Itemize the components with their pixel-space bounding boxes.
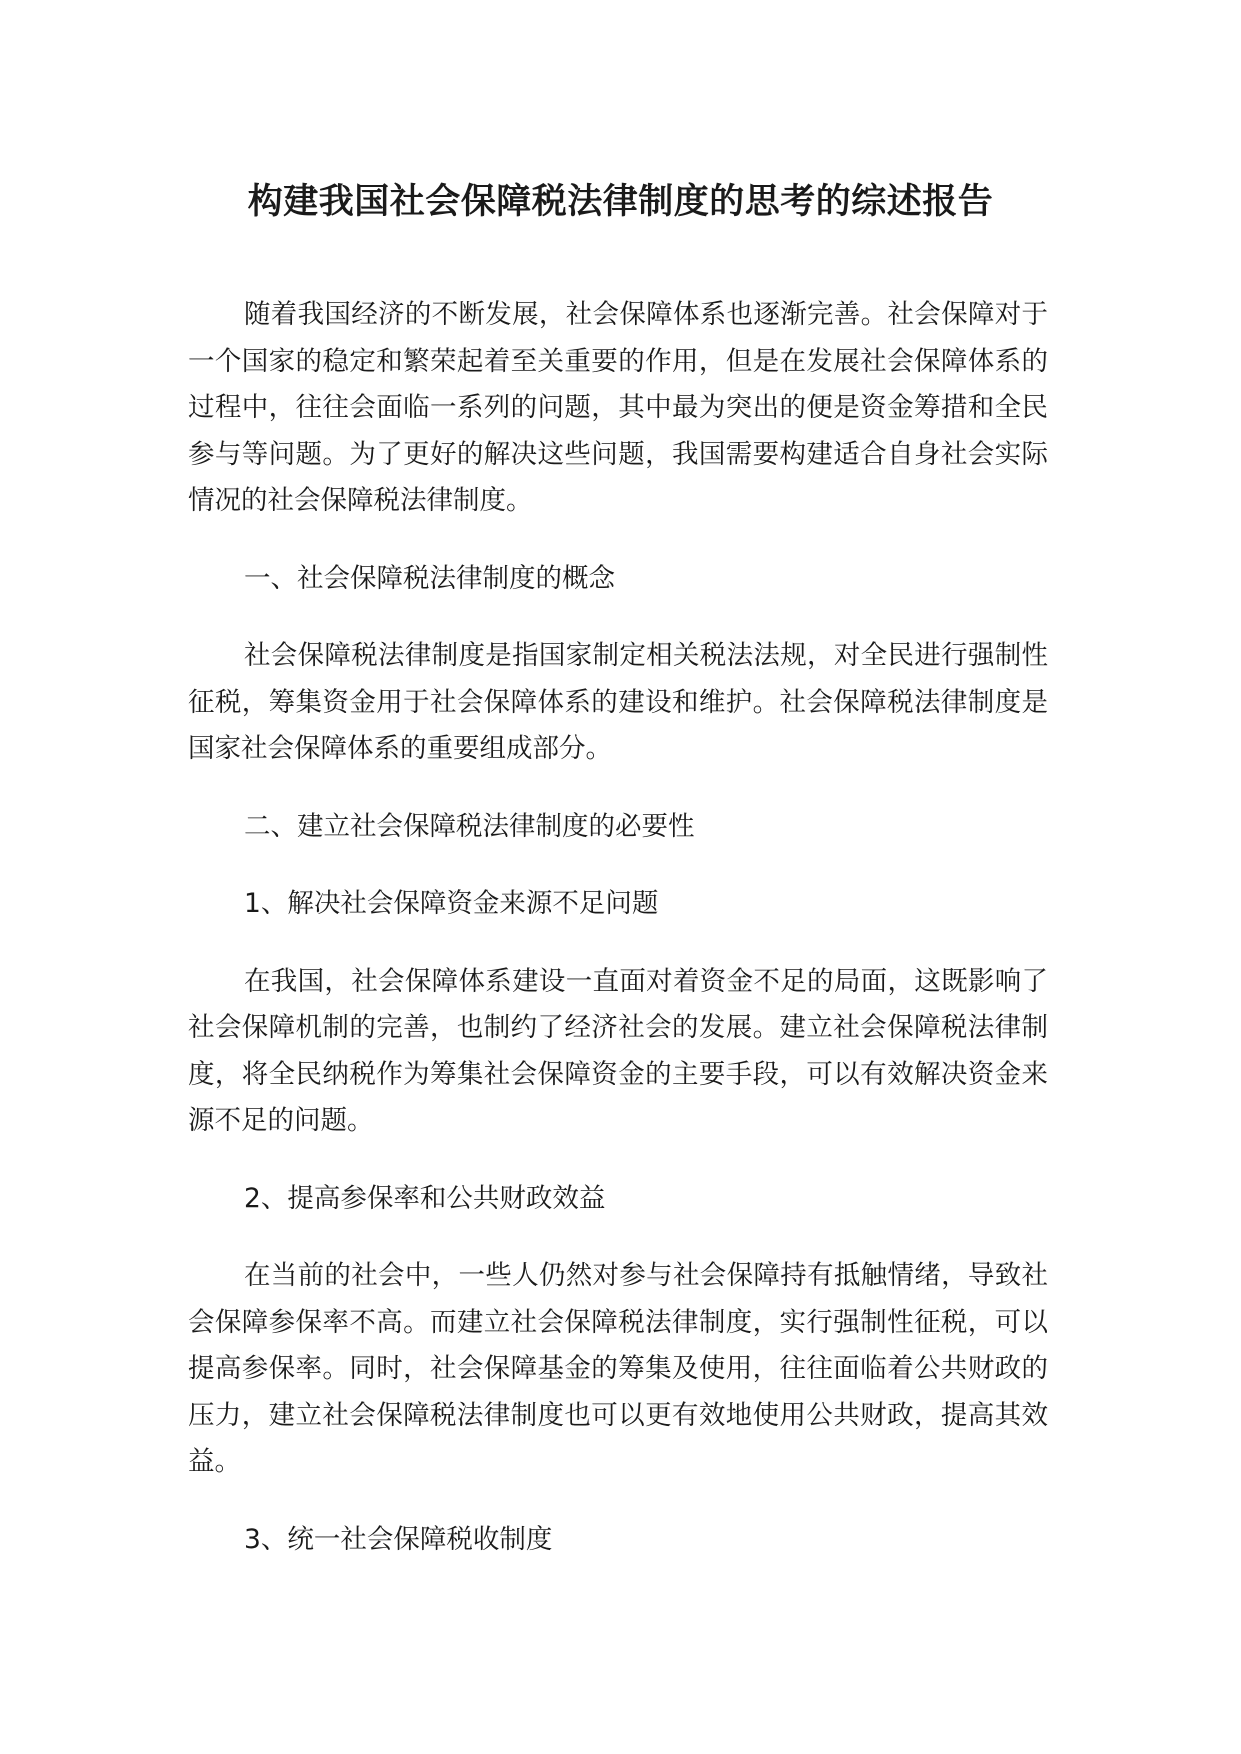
paragraph-concept: 社会保障税法律制度是指国家制定相关税法法规，对全民进行强制性征税，筹集资金用于社会保障体系的建设和维护。社会保障税法律制度是国家社会保障体系的重要组成部分。 [188, 640, 1048, 764]
paragraph-funding: 在我国，社会保障体系建设一直面对着资金不足的局面，这既影响了社会保障机制的完善，也制约了经济社会的发展。建立社会保障税法律制度，将全民纳税作为筹集社会保障资金的主要手段，可以有效解决资金来源不足的问题。 [188, 965, 1048, 1136]
document-body [188, 292, 1048, 1594]
paragraph-intro: 随着我国经济的不断发展，社会保障体系也逐渐完善。社会保障对于一个国家的稳定和繁荣起着至关重要的作用，但是在发展社会保障体系的过程中，往往会面临一系列的问题，其中最为突出的便是资金筹措和全民参与等问题。为了更好的解决这些问题，我国需要构建适合自身社会实际情况的社会保障税法律制度。 [188, 299, 1048, 516]
subheading-unify: 3、统一社会保障税收制度 [244, 1523, 553, 1555]
document-title: 构建我国社会保障税法律制度的思考的综述报告 [247, 182, 994, 222]
section-heading-concept: 一、社会保障税法律制度的概念 [244, 562, 615, 594]
subheading-funding: 1、解决社会保障资金来源不足问题 [244, 888, 659, 919]
paragraph-coverage: 在当前的社会中，一些人仍然对参与社会保障持有抵触情绪，导致社会保障参保率不高。而建立社会保障税法律制度，实行强制性征税，可以提高参保率。同时，社会保障基金的筹集及使用，往往面临着公共财政的压力，建立社会保障税法律制度也可以更有效地使用公共财政，提高其效益。 [188, 1260, 1048, 1477]
section-heading-necessity: 二、建立社会保障税法律制度的必要性 [244, 810, 695, 842]
subheading-coverage: 2、提高参保率和公共财政效益 [244, 1182, 606, 1214]
